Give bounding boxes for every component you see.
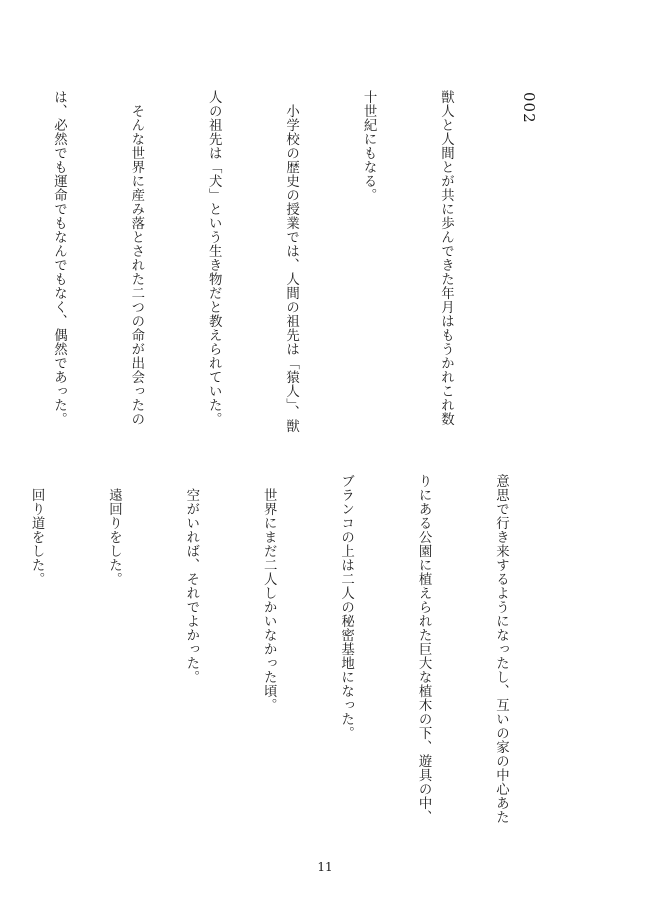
page-number: 11 — [317, 860, 333, 874]
text-line: 回り道をした。 — [29, 474, 45, 586]
text-line: 意思で行き来するようになったし、互いの家の中心あた — [493, 474, 509, 824]
text-line: りにある公園に植えられた巨大な植木の下、遊具の中、 — [416, 474, 432, 824]
text-line: 遠回りをした。 — [106, 474, 122, 586]
text-line: は、必然でも運命でもなんでもなく、偶然であった。 — [51, 90, 67, 426]
text-line: 獣人と人間とが共に歩んできた年月はもうかれこれ数 — [438, 90, 454, 426]
chapter-number: 002 — [520, 92, 538, 124]
top-text-block — [51, 90, 510, 448]
bottom-text-block — [29, 474, 565, 834]
text-line: 空がいれば、それでよかった。 — [183, 474, 199, 684]
text-line: そんな世界に産み落とされた二つの命が出会ったの — [128, 90, 144, 426]
text-line: 小学校の歴史の授業では、人間の祖先は「猿人」、獣 — [283, 90, 299, 434]
text-line: ブランコの上は二人の秘密基地になった。 — [338, 474, 354, 740]
text-line: 十世紀にもなる。 — [361, 90, 377, 202]
text-line: 世界にまだ二人しかいなかった頃。 — [261, 474, 277, 712]
text-line: 人の祖先は「犬」という生き物だと教えられていた。 — [206, 90, 222, 426]
